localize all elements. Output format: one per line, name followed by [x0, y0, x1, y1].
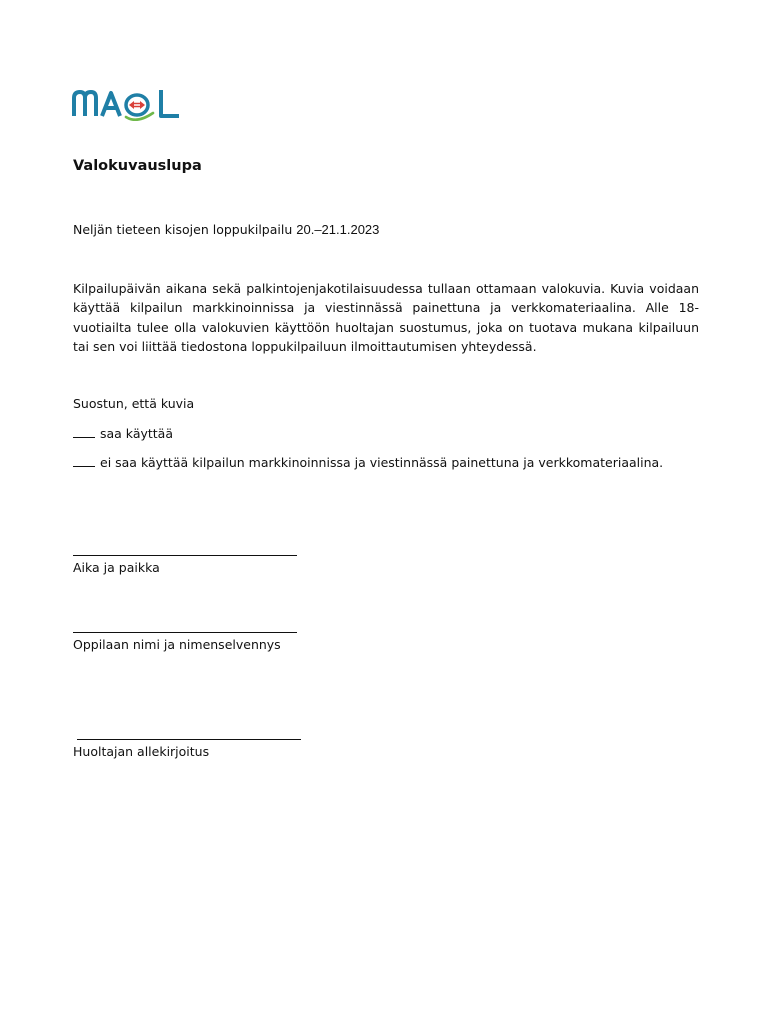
signature-line-student[interactable]: [73, 632, 297, 633]
consent-description: Kilpailupäivän aikana sekä palkintojenjakotilaisuudessa tullaan ottamaan valokuvia. Kuvia voidaan käyttää kilpailun markkinoinnissa ja viestinnässä painettuna ja verkkomateriaalina. Alle 18-vuotiailta tulee olla valokuvien käyttöön huoltajan suostumus, joka on tuotava mukana kilpailuun tai sen voi liittää tiedostona loppukilpailuun ilmoittautumisen yhteydessä.: [73, 281, 699, 355]
signature-label-guardian: Huoltajan allekirjoitus: [73, 744, 210, 759]
event-subtitle: [73, 222, 379, 237]
signature-label-student: Oppilaan nimi ja nimenselvennys: [73, 637, 281, 652]
event-dates: 20.–21.1.2023: [296, 222, 380, 237]
signature-label-date-place: Aika ja paikka: [73, 560, 160, 575]
signature-line-date-place[interactable]: [73, 555, 297, 556]
option-allow: [73, 425, 173, 441]
document-title: Valokuvauslupa: [73, 158, 202, 174]
option-deny-label: ei saa käyttää kilpailun markkinoinnissa ja viestinnässä painettuna ja verkkomateriaalina.: [100, 455, 664, 470]
consent-intro: Suostun, että kuvia: [73, 396, 195, 411]
option-deny: [73, 454, 663, 470]
signature-line-guardian[interactable]: [77, 739, 301, 740]
maol-logo: [71, 84, 183, 124]
option-allow-label: saa käyttää: [100, 426, 174, 441]
option-allow-blank[interactable]: [73, 425, 95, 438]
option-deny-blank[interactable]: [73, 454, 95, 467]
event-name: Neljän tieteen kisojen loppukilpailu: [73, 222, 297, 237]
